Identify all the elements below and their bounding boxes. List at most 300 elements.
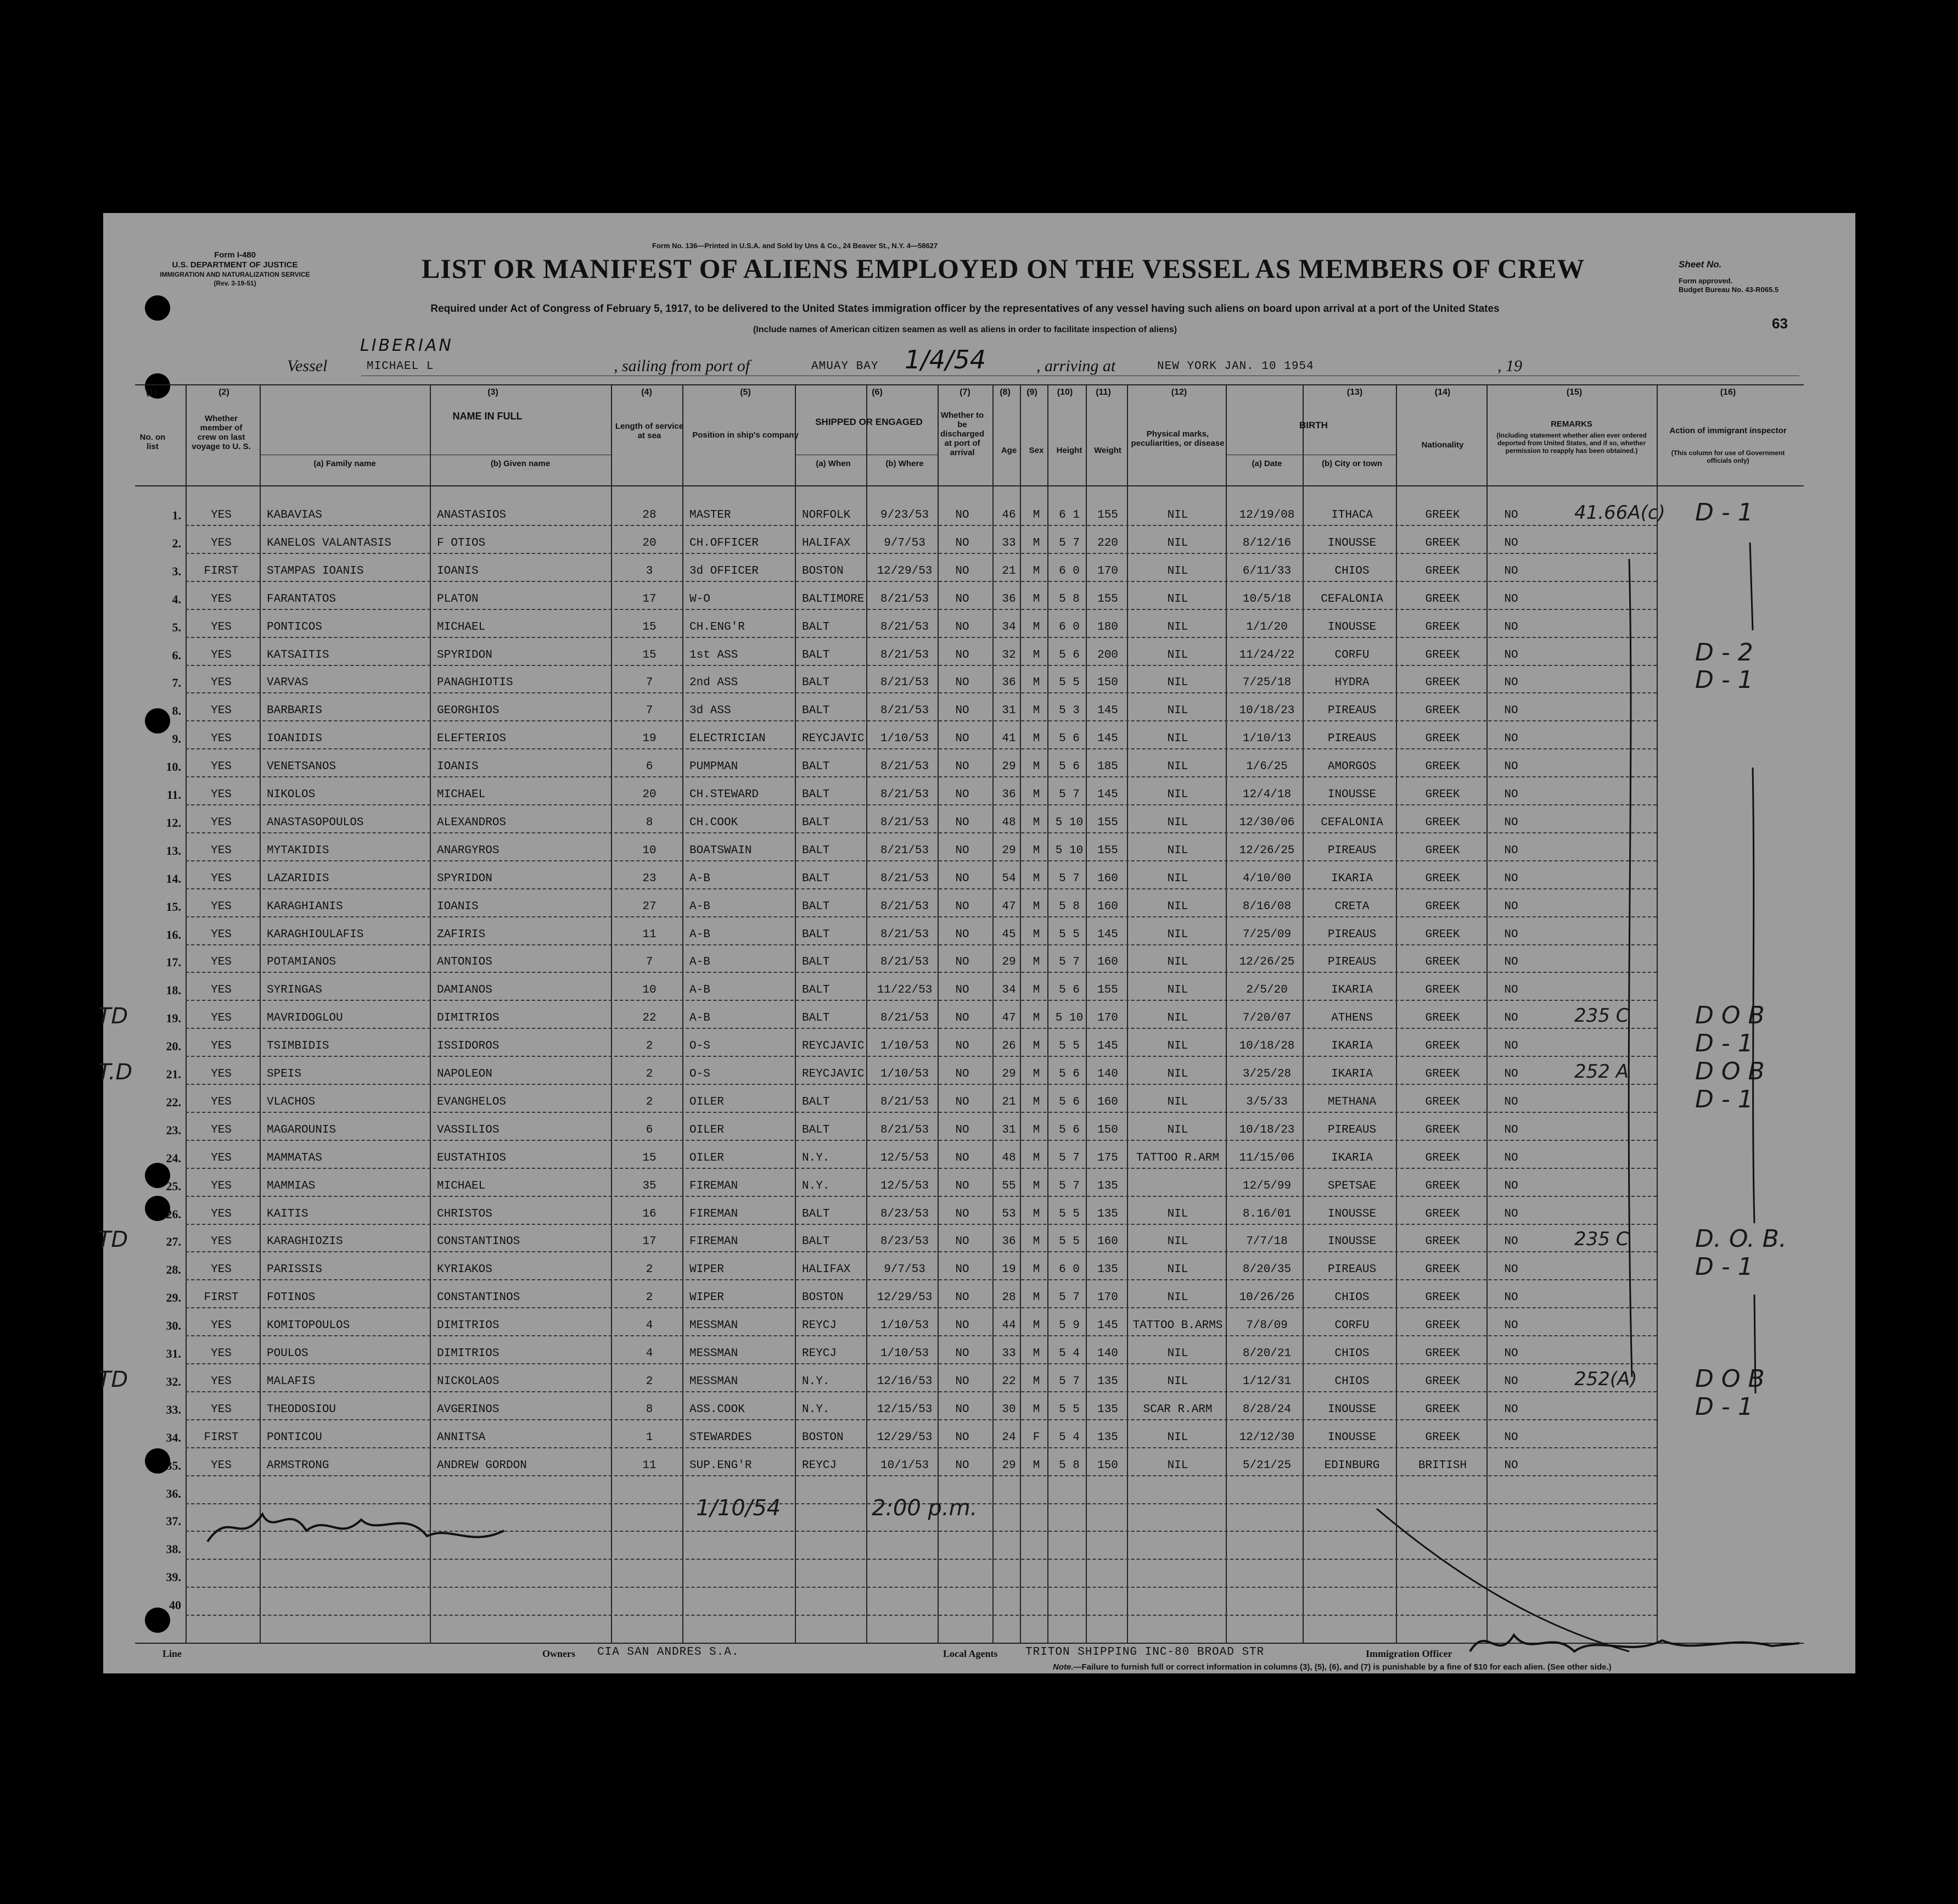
vessel-name: MICHAEL L (367, 360, 434, 373)
cell-given: IOANIS (437, 564, 479, 578)
cell-given: GEORGHIOS (437, 704, 500, 718)
cell-sex: M (1033, 704, 1040, 718)
cell-height: 5 5 (1059, 1235, 1080, 1248)
row-rule (186, 1000, 1657, 1001)
cell-prev: YES (211, 620, 232, 634)
row-rule (186, 1168, 1657, 1169)
col-remarks-sub: (Including statement whether alien ever ordered deported from United States, and if so, whether permission to reapply has been obtained.) (1496, 432, 1647, 455)
cell-weight: 135 (1097, 1263, 1118, 1276)
cell-service: 15 (642, 1151, 657, 1164)
cell-when_place: BALT (802, 1095, 830, 1108)
cell-prev: YES (211, 816, 232, 829)
row-number: 12. (166, 815, 181, 830)
cell-weight: 145 (1097, 732, 1118, 746)
inspector-action-handwritten: D - 1 (1695, 1253, 1753, 1281)
cell-remarks: NO (1504, 788, 1518, 801)
col-remarks-header: REMARKS (1551, 419, 1592, 429)
sailing-label: , sailing from port of (614, 357, 750, 375)
note-text: —Failure to furnish full or correct information in columns (3), (5), (6), and (7) is punishable by a fine of $10 for each alien. (See other side.) (1073, 1662, 1612, 1672)
row-number-empty: 36. (166, 1486, 181, 1500)
cell-height: 5 7 (1059, 956, 1080, 969)
cell-height: 5 6 (1059, 732, 1080, 746)
cell-bcity: AMORGOS (1327, 760, 1377, 774)
cell-service: 10 (642, 984, 657, 997)
cell-bcity: INOUSSE (1327, 1431, 1377, 1444)
column-number: (16) (1720, 388, 1736, 397)
cell-bdate: 1/6/25 (1246, 760, 1288, 774)
cell-weight: 150 (1097, 676, 1118, 690)
cell-service: 7 (646, 704, 653, 718)
cell-height: 6 1 (1059, 509, 1080, 522)
cell-service: 28 (642, 509, 657, 522)
cell-bcity: PIREAUS (1327, 732, 1377, 746)
cell-age: 48 (1002, 1151, 1016, 1164)
cell-sex: M (1033, 1375, 1040, 1388)
cell-weight: 160 (1097, 1095, 1118, 1108)
cell-bdate: 8/16/08 (1242, 900, 1292, 913)
row-rule (186, 832, 1657, 833)
cell-height: 6 0 (1059, 1263, 1080, 1276)
row-rule (186, 525, 1657, 526)
cell-age: 29 (1002, 956, 1016, 969)
cell-position: FIREMAN (689, 1235, 738, 1248)
cell-bcity: CEFALONIA (1321, 816, 1383, 829)
cell-prev: FIRST (204, 1291, 239, 1304)
cell-sex: M (1033, 1319, 1040, 1332)
cell-marks: NIL (1167, 788, 1188, 801)
row-rule (186, 776, 1657, 777)
row-rule (186, 888, 1657, 889)
cell-prev: YES (211, 1068, 232, 1080)
cell-remarks: NO (1504, 1151, 1518, 1164)
cell-nat: GREEK (1425, 1403, 1460, 1416)
cell-nat: GREEK (1425, 1040, 1460, 1053)
column-number: (2) (218, 388, 229, 397)
cell-service: 20 (642, 536, 657, 550)
cell-height: 5 6 (1059, 1123, 1080, 1136)
inspector-action-handwritten: D O B (1695, 1001, 1765, 1030)
cell-nat: GREEK (1425, 592, 1460, 606)
cell-position: A-B (689, 900, 710, 913)
cell-age: 54 (1002, 872, 1016, 885)
cell-remarks: NO (1504, 1207, 1518, 1220)
cell-height: 5 10 (1055, 1012, 1084, 1025)
row-rule (186, 1140, 1657, 1141)
cell-weight: 145 (1097, 1040, 1118, 1053)
cell-age: 24 (1002, 1431, 1016, 1444)
column-rule (1657, 384, 1658, 1644)
cell-given: ANTONIOS (437, 956, 492, 969)
cell-family: NIKOLOS (267, 788, 316, 801)
cell-family: ANASTASOPOULOS (267, 816, 364, 829)
cell-sex: M (1033, 592, 1040, 606)
row-number: 13. (166, 843, 181, 858)
margin-mark-handwritten: TD (98, 1004, 128, 1029)
col-height-header: Height (1056, 446, 1082, 455)
cell-position: STEWARDES (689, 1431, 752, 1444)
cell-when: 8/23/53 (880, 1235, 929, 1248)
cell-height: 6 0 (1059, 564, 1080, 578)
cell-when_place: BALT (802, 760, 830, 774)
cell-sex: M (1033, 956, 1040, 969)
row-number: 27. (166, 1235, 181, 1249)
col-name-header: NAME IN FULL (452, 411, 523, 422)
cell-marks: NIL (1167, 760, 1188, 774)
row-number: 23. (166, 1123, 181, 1137)
cell-height: 5 8 (1059, 900, 1080, 913)
cell-sex: M (1033, 844, 1040, 857)
cell-nat: GREEK (1425, 1179, 1460, 1192)
cell-remarks: NO (1504, 1095, 1518, 1108)
cell-bcity: IKARIA (1331, 1040, 1373, 1053)
cell-disch: NO (955, 1179, 969, 1192)
cell-remarks: NO (1504, 1235, 1518, 1248)
cell-family: SYRINGAS (267, 984, 322, 997)
cell-bdate: 8/28/24 (1242, 1403, 1292, 1416)
cell-bdate: 8/20/21 (1242, 1347, 1292, 1360)
manifest-sheet (98, 213, 1855, 1673)
row-number: 25. (166, 1179, 181, 1193)
cell-when: 12/29/53 (877, 1291, 933, 1304)
cell-given: NICKOLAOS (437, 1375, 500, 1388)
col-shipped-header: SHIPPED OR ENGAGED (815, 417, 923, 427)
cell-service: 1 (646, 1431, 653, 1444)
cell-bcity: INOUSSE (1327, 1207, 1377, 1220)
cell-bdate: 11/24/22 (1239, 648, 1295, 662)
row-rule (186, 1112, 1657, 1113)
row-rule (186, 1447, 1657, 1448)
cell-when_place: REYCJAVIC (802, 1040, 865, 1053)
cell-disch: NO (955, 676, 969, 690)
cell-prev: FIRST (204, 1431, 239, 1444)
cell-nat: GREEK (1425, 509, 1460, 522)
cell-service: 7 (646, 956, 653, 969)
year-label: , 19 (1497, 357, 1522, 375)
cell-bdate: 7/7/18 (1246, 1235, 1288, 1248)
row-number: 24. (166, 1151, 181, 1165)
cell-remarks: NO (1504, 620, 1518, 634)
row-number: 33. (166, 1402, 181, 1416)
row-rule (186, 1084, 1657, 1085)
cell-bdate: 8.16/01 (1242, 1207, 1292, 1220)
remarks-ditto-stroke (1607, 553, 1657, 1487)
cell-nat: GREEK (1425, 536, 1460, 550)
cell-marks: NIL (1167, 1235, 1188, 1248)
cell-nat: GREEK (1425, 844, 1460, 857)
cell-prev: YES (211, 1375, 232, 1388)
margin-mark-handwritten: TD (98, 1367, 128, 1392)
cell-age: 36 (1002, 788, 1016, 801)
cell-when: 8/21/53 (880, 900, 929, 913)
cell-age: 44 (1002, 1319, 1016, 1332)
cell-bcity: CHIOS (1334, 1291, 1370, 1304)
cell-age: 32 (1002, 648, 1016, 662)
cell-age: 29 (1002, 1068, 1016, 1080)
cell-nat: GREEK (1425, 760, 1460, 774)
cell-nat: GREEK (1425, 676, 1460, 690)
cell-remarks: NO (1504, 1123, 1518, 1136)
cell-service: 16 (642, 1207, 657, 1220)
cell-when: 9/7/53 (884, 536, 925, 550)
cell-remarks: NO (1504, 704, 1518, 718)
owners-value: CIA SAN ANDRES S.A. (597, 1646, 739, 1659)
row-number: 4. (172, 592, 181, 606)
cell-prev: YES (211, 984, 232, 997)
cell-age: 34 (1002, 620, 1016, 634)
cell-bdate: 3/25/28 (1242, 1068, 1292, 1080)
cell-marks: NIL (1167, 1375, 1188, 1388)
cell-bcity: HYDRA (1334, 676, 1370, 690)
row-number: 14. (166, 871, 181, 886)
cell-service: 11 (642, 1459, 657, 1472)
cell-age: 29 (1002, 760, 1016, 774)
row-rule (186, 1028, 1657, 1029)
cell-bdate: 4/10/00 (1242, 872, 1292, 885)
cell-sex: M (1033, 1403, 1040, 1416)
row-number: 20. (166, 1039, 181, 1054)
vessel-flag-handwritten: LIBERIAN (360, 336, 453, 355)
row-rule (186, 1335, 1657, 1336)
row-number: 26. (166, 1207, 181, 1221)
row-rule (186, 720, 1657, 721)
cell-position: BOATSWAIN (689, 844, 752, 857)
cell-family: VARVAS (267, 676, 308, 690)
cell-marks: TATTOO B.ARMS (1132, 1319, 1223, 1332)
cell-position: ASS.COOK (689, 1403, 745, 1416)
cell-family: PONTICOU (267, 1431, 322, 1444)
row-number: 16. (166, 927, 181, 942)
cell-when: 8/21/53 (880, 1095, 929, 1108)
table-top-rule (135, 384, 1804, 385)
cell-weight: 170 (1097, 564, 1118, 578)
cell-position: FIREMAN (689, 1179, 738, 1192)
cell-when: 8/21/53 (880, 760, 929, 774)
cell-family: KOMITOPOULOS (267, 1319, 350, 1332)
cell-marks: NIL (1167, 1095, 1188, 1108)
cell-marks: TATTOO R.ARM (1136, 1151, 1220, 1164)
inspector-action-handwritten: D - 2 (1695, 638, 1753, 667)
column-number: (3) (487, 388, 498, 397)
cell-when: 8/23/53 (880, 1207, 929, 1220)
cell-height: 6 0 (1059, 620, 1080, 634)
cell-marks: NIL (1167, 1040, 1188, 1053)
cell-when_place: BALT (802, 844, 830, 857)
column-number: (1) (146, 388, 157, 397)
cell-bcity: IKARIA (1331, 1151, 1373, 1164)
cell-nat: GREEK (1425, 1095, 1460, 1108)
cell-disch: NO (955, 872, 969, 885)
cell-disch: NO (955, 1431, 969, 1444)
officer-signature (1465, 1619, 1805, 1668)
cell-bcity: IKARIA (1331, 872, 1373, 885)
cell-family: KAITIS (267, 1207, 308, 1220)
cell-family: VLACHOS (267, 1095, 316, 1108)
cell-prev: YES (211, 1012, 232, 1025)
cell-remarks: NO (1504, 648, 1518, 662)
agents-value: TRITON SHIPPING INC-80 BROAD STR (1025, 1646, 1265, 1659)
agents-label: Local Agents (943, 1648, 998, 1659)
cell-marks: NIL (1167, 1123, 1188, 1136)
cell-when_place: REYCJ (802, 1319, 837, 1332)
cell-when: 8/21/53 (880, 1012, 929, 1025)
cell-when_place: BALT (802, 928, 830, 941)
cell-remarks: NO (1504, 1263, 1518, 1276)
cell-sex: M (1033, 1459, 1040, 1472)
cell-weight: 140 (1097, 1068, 1118, 1080)
cell-remarks: NO (1504, 760, 1518, 774)
row-number: 3. (172, 564, 181, 578)
cell-marks: NIL (1167, 984, 1188, 997)
cell-age: 22 (1002, 1375, 1016, 1388)
cell-family: MAMMATAS (267, 1151, 322, 1164)
cell-sex: M (1033, 900, 1040, 913)
cell-sex: M (1033, 1068, 1040, 1080)
cell-nat: BRITISH (1418, 1459, 1467, 1472)
cell-height: 5 6 (1059, 648, 1080, 662)
cell-position: OILER (689, 1123, 725, 1136)
column-rule (1127, 384, 1128, 1644)
cell-nat: GREEK (1425, 872, 1460, 885)
cell-given: ZAFIRIS (437, 928, 486, 941)
department: U.S. DEPARTMENT OF JUSTICE (172, 260, 298, 270)
cell-bdate: 7/8/09 (1246, 1319, 1288, 1332)
cell-disch: NO (955, 564, 969, 578)
cell-bcity: PIREAUS (1327, 1123, 1377, 1136)
cell-weight: 135 (1097, 1431, 1118, 1444)
cell-bdate: 7/25/09 (1242, 928, 1292, 941)
cell-when: 12/29/53 (877, 1431, 933, 1444)
cell-remarks: NO (1504, 509, 1518, 522)
col-weight-header: Weight (1094, 446, 1121, 455)
cell-bcity: CHIOS (1334, 1375, 1370, 1388)
cell-sex: M (1033, 1095, 1040, 1108)
cell-when_place: NORFOLK (802, 509, 851, 522)
cell-family: POULOS (267, 1347, 308, 1360)
cell-nat: GREEK (1425, 1068, 1460, 1080)
cell-disch: NO (955, 1403, 969, 1416)
cell-when_place: HALIFAX (802, 1263, 851, 1276)
column-number: (14) (1434, 388, 1451, 397)
inspector-action-handwritten: D - 1 (1695, 1029, 1753, 1058)
cell-given: DAMIANOS (437, 984, 492, 997)
col-no-header: No. on list (139, 433, 166, 451)
cell-when_place: BOSTON (802, 1291, 844, 1304)
cell-marks: NIL (1167, 1207, 1188, 1220)
cell-remarks: NO (1504, 1179, 1518, 1192)
cell-when_place: N.Y. (802, 1375, 830, 1388)
margin-mark-handwritten: T.D (98, 1060, 133, 1085)
cell-weight: 170 (1097, 1291, 1118, 1304)
cell-family: MYTAKIDIS (267, 844, 329, 857)
cell-sex: M (1033, 1235, 1040, 1248)
vessel-label: Vessel (287, 357, 328, 375)
sailing-port: AMUAY BAY (811, 360, 879, 373)
cell-nat: GREEK (1425, 788, 1460, 801)
cell-position: A-B (689, 928, 710, 941)
cell-disch: NO (955, 1459, 969, 1472)
cell-nat: GREEK (1425, 1012, 1460, 1025)
cell-sex: F (1033, 1431, 1040, 1444)
cell-bdate: 7/25/18 (1242, 676, 1292, 690)
cell-service: 27 (642, 900, 657, 913)
cell-height: 5 7 (1059, 1375, 1080, 1388)
col-bdate-header: (a) Date (1252, 459, 1282, 468)
cell-when: 1/10/53 (880, 1347, 929, 1360)
cell-bdate: 2/5/20 (1246, 984, 1288, 997)
cell-position: MESSMAN (689, 1375, 738, 1388)
cell-when: 10/1/53 (880, 1459, 929, 1472)
column-number: (13) (1347, 388, 1363, 397)
printer-line: Form No. 136—Printed in U.S.A. and Sold by Uns & Co., 24 Beaver St., N.Y. 4—58627 (652, 242, 938, 250)
cell-bdate: 12/12/30 (1239, 1431, 1295, 1444)
remarks-handwritten: 252(A) (1574, 1368, 1637, 1390)
row-number: 6. (172, 648, 181, 662)
cell-sex: M (1033, 984, 1040, 997)
cell-height: 5 4 (1059, 1431, 1080, 1444)
cell-weight: 155 (1097, 844, 1118, 857)
cell-position: OILER (689, 1095, 725, 1108)
cell-height: 5 8 (1059, 592, 1080, 606)
cell-prev: YES (211, 509, 232, 522)
cell-given: EVANGHELOS (437, 1095, 507, 1108)
row-rule (186, 1196, 1657, 1197)
cell-family: MAGAROUNIS (267, 1123, 336, 1136)
column-number: (12) (1171, 388, 1187, 397)
cell-age: 29 (1002, 844, 1016, 857)
cell-age: 21 (1002, 1095, 1016, 1108)
row-number: 28. (166, 1263, 181, 1277)
cell-nat: GREEK (1425, 900, 1460, 913)
cell-prev: YES (211, 1040, 232, 1053)
cell-sex: M (1033, 816, 1040, 829)
cell-when_place: BALT (802, 648, 830, 662)
cell-nat: GREEK (1425, 928, 1460, 941)
cell-when: 8/21/53 (880, 676, 929, 690)
cell-when_place: REYCJ (802, 1347, 837, 1360)
cell-given: SPYRIDON (437, 872, 492, 885)
cell-position: O-S (689, 1040, 710, 1053)
cell-age: 30 (1002, 1403, 1016, 1416)
cell-disch: NO (955, 620, 969, 634)
cell-bcity: INOUSSE (1327, 536, 1377, 550)
cell-remarks: NO (1504, 592, 1518, 606)
cell-height: 5 6 (1059, 1095, 1080, 1108)
cell-nat: GREEK (1425, 1151, 1460, 1164)
cell-remarks: NO (1504, 1431, 1518, 1444)
cell-remarks: NO (1504, 928, 1518, 941)
cell-weight: 200 (1097, 648, 1118, 662)
cell-age: 31 (1002, 1123, 1016, 1136)
cell-age: 21 (1002, 564, 1016, 578)
cell-marks: NIL (1167, 1431, 1188, 1444)
cell-sex: M (1033, 1207, 1040, 1220)
cell-given: VASSILIOS (437, 1123, 500, 1136)
cell-service: 2 (646, 1040, 653, 1053)
cell-remarks: NO (1504, 1291, 1518, 1304)
line-label: Line (162, 1648, 182, 1659)
cell-position: 1st ASS (689, 648, 738, 662)
cell-when: 8/21/53 (880, 844, 929, 857)
page-number: 63 (1772, 315, 1788, 332)
form-number-left: Form I-480 (214, 250, 256, 260)
cell-service: 2 (646, 1095, 653, 1108)
cell-age: 55 (1002, 1179, 1016, 1192)
cell-given: ELEFTERIOS (437, 732, 507, 746)
cell-bcity: PIREAUS (1327, 1263, 1377, 1276)
cell-when: 12/16/53 (877, 1375, 933, 1388)
row-rule (186, 1363, 1657, 1364)
action-ditto-stroke (1739, 537, 1772, 1470)
